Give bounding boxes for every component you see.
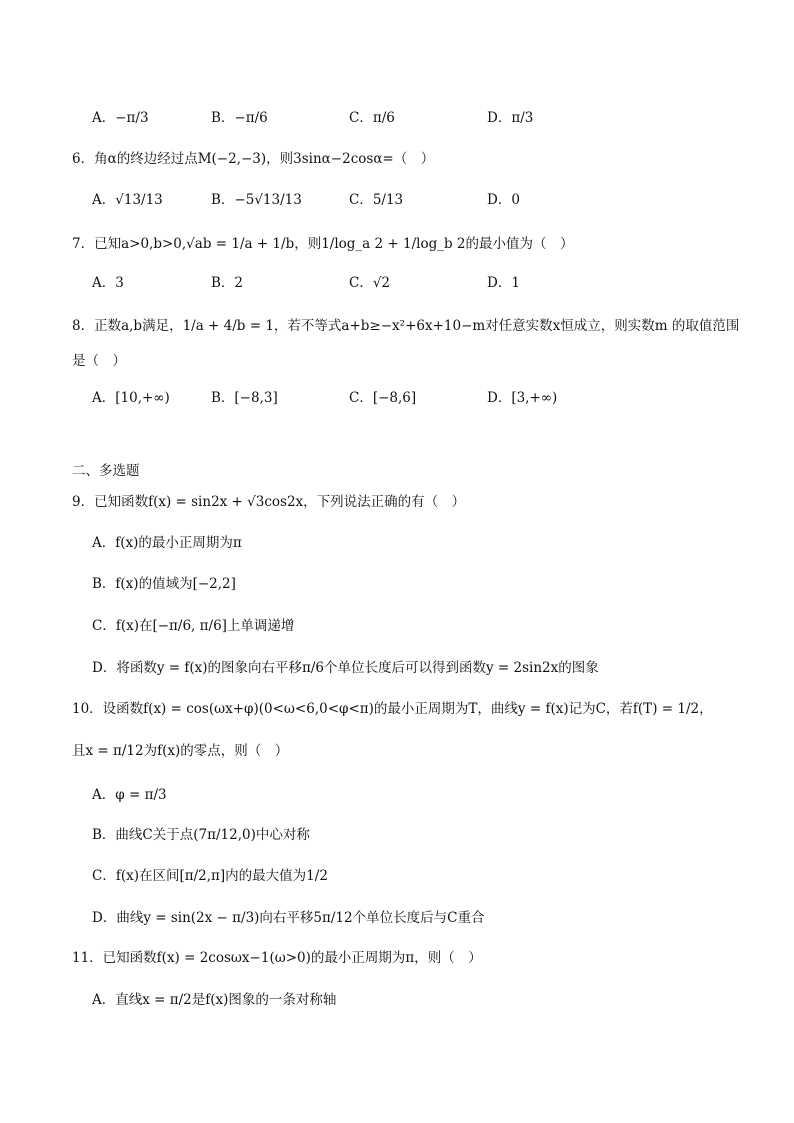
- q10-option-d: D．曲线y = sin(2x − π/3)向右平移5π/12个单位长度后与C重合: [92, 910, 485, 926]
- q6-option-b: B．−5√13/13: [211, 192, 302, 208]
- q5-option-a: A．−π/3: [92, 110, 149, 126]
- q8-option-d: D．[3,+∞): [487, 390, 558, 406]
- q7-option-a: A．3: [92, 275, 124, 291]
- q10-option-b: B．曲线C关于点(7π/12,0)中心对称: [92, 827, 310, 843]
- q10-option-a: A．φ = π/3: [92, 787, 167, 803]
- q6-option-c: C．5/13: [349, 192, 404, 208]
- q5-option-d: D．π/3: [487, 110, 534, 126]
- q10-stem-line2: 且x = π/12为f(x)的零点，则（ ）: [72, 743, 289, 759]
- q9-option-a: A．f(x)的最小正周期为π: [92, 535, 242, 551]
- q5-option-b: B．−π/6: [211, 110, 268, 126]
- q6-option-a: A．√13/13: [92, 192, 163, 208]
- q6-stem: 6．角α的终边经过点M(−2,−3)，则3sinα−2cosα=（ ）: [72, 151, 435, 167]
- q8-stem-line2: 是（ ）: [72, 353, 126, 369]
- q8-stem-line1: 8．正数a,b满足，1/a + 4/b = 1，若不等式a+b≥−x²+6x+10−m对任意实数x恒成立，则实数m 的取值范围: [72, 318, 740, 334]
- q9-option-d: D．将函数y = f(x)的图象向右平移π/6个单位长度后可以得到函数y = 2sin2x的图象: [92, 660, 599, 676]
- q9-stem: 9．已知函数f(x) = sin2x + √3cos2x，下列说法正确的有（ ）: [72, 494, 466, 510]
- q7-option-d: D．1: [487, 275, 520, 291]
- q5-option-c: C．π/6: [349, 110, 395, 126]
- q9-option-c: C．f(x)在[−π/6, π/6]上单调递增: [92, 618, 295, 634]
- q8-option-a: A．[10,+∞): [92, 390, 170, 406]
- q7-option-b: B．2: [211, 275, 244, 291]
- q11-stem: 11．已知函数f(x) = 2cosωx−1(ω>0)的最小正周期为π，则（ ）: [72, 950, 482, 966]
- q8-option-c: C．[−8,6]: [349, 390, 417, 406]
- q7-stem: 7．已知a>0,b>0,√ab = 1/a + 1/b，则1/log_a 2 + 1/log_b 2的最小值为（ ）: [72, 236, 574, 252]
- q8-option-b: B．[−8,3]: [211, 390, 278, 406]
- q7-option-c: C．√2: [349, 275, 391, 291]
- q11-option-a: A．直线x = π/2是f(x)图象的一条对称轴: [92, 992, 337, 1008]
- q10-option-c: C．f(x)在区间[π/2,π]内的最大值为1/2: [92, 868, 328, 884]
- section-heading-multiple-choice: 二、多选题: [72, 463, 140, 479]
- q10-stem-line1: 10．设函数f(x) = cos(ωx+φ)(0<ω<6,0<φ<π)的最小正周期为T，曲线y = f(x)记为C，若f(T) = 1/2，: [72, 701, 713, 717]
- q6-option-d: D．0: [487, 192, 520, 208]
- q9-option-b: B．f(x)的值域为[−2,2]: [92, 576, 236, 592]
